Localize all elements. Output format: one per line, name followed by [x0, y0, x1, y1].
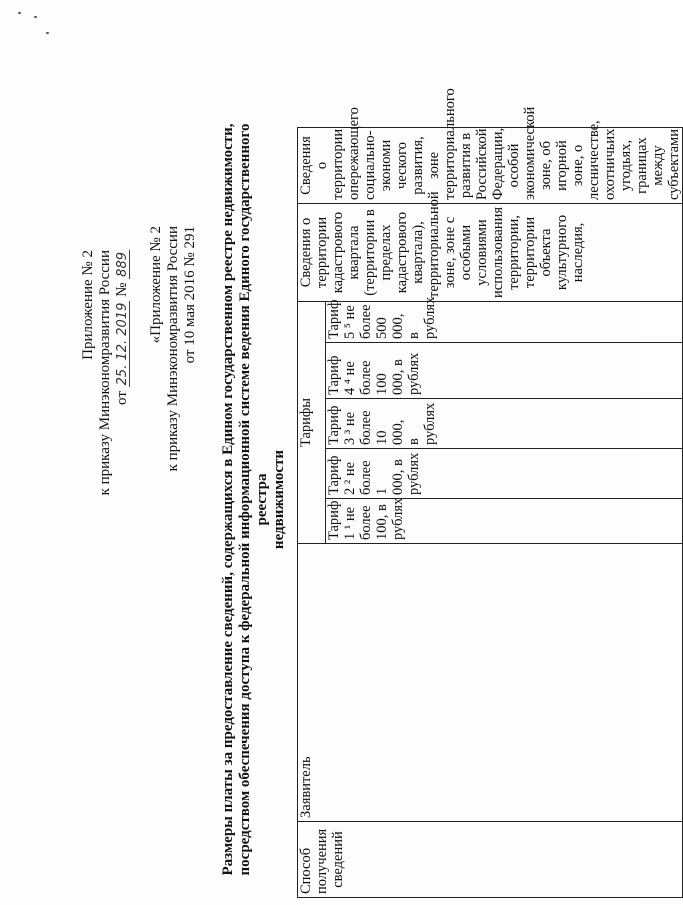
tariff-header-line: более 1 [358, 460, 391, 495]
tariff-3-header [326, 399, 683, 449]
tariff-header-line: 10 000, [374, 419, 407, 445]
info-zones-line: зоне, о лесничестве, [570, 120, 602, 200]
info-zones-line: Федерации, особой [490, 127, 522, 200]
info-zones-line: опережающего [346, 107, 362, 200]
info-cadastral-line: использования [490, 206, 506, 298]
info-cadastral-line: пределах [378, 224, 394, 281]
tariff-table [297, 88, 683, 898]
tariff-header-line: 1 ¹ не [342, 506, 359, 540]
tariff-header-line: Тариф [326, 500, 343, 540]
tariff-header-line: 5 ⁵ не [342, 305, 359, 339]
tariff-header-line: более [358, 304, 375, 339]
tariff-header-line: Тариф [326, 355, 343, 395]
info-zones-line: территории [330, 128, 346, 200]
tariff-header-line: Тариф [326, 299, 343, 339]
info-cadastral-line: территориальной [426, 191, 442, 298]
prev-date-line: от 10 мая 2016 № 291 [182, 226, 198, 364]
title-line: посредством обеспечения доступа к федеральной информационной системе ведения Единого государственного реестра [237, 123, 270, 876]
info-cadastral-line: (территории в [362, 209, 378, 296]
info-zones-line: развития в [458, 132, 474, 199]
info-zones-line: зоне, об игорной [538, 140, 570, 191]
tariff-header-line: 3 ³ не [342, 411, 359, 445]
info-cadastral-line: культурного [554, 214, 570, 291]
tariff-header-line: более [358, 410, 375, 445]
tariff-header-line: 100 [374, 373, 391, 395]
tariff-header-line: 4 ⁴ не [342, 361, 359, 395]
tariff-4-header [326, 343, 683, 399]
tariff-header-line: Тариф [326, 405, 343, 445]
info-cadastral-line: наследия, [570, 222, 586, 283]
order-line: к приказу Минэкономразвития России [97, 250, 113, 496]
header-applicant: Заявитель [298, 544, 683, 822]
header-info-zones [298, 88, 683, 204]
handwritten-number: 889 [115, 252, 130, 277]
info-zones-line: ческого развития, [394, 136, 426, 195]
appendix-header [80, 250, 131, 495]
tariff-header-line: рублях [390, 497, 407, 540]
date-prefix: от [114, 391, 130, 405]
number-sign: № [114, 282, 130, 297]
title-line: недвижимости [271, 449, 287, 550]
header-tariffs: Тарифы [298, 302, 326, 544]
tariff-5-header [326, 296, 683, 343]
tariff-header-line: 000, в [390, 459, 407, 495]
document-title [220, 102, 288, 897]
info-zones-line: социально-экономи [362, 130, 394, 200]
tariff-header-line: 2 ² не [342, 461, 359, 495]
tariff-header-line: рублях [406, 452, 423, 495]
tariff-2-header [326, 449, 683, 499]
handwritten-date: 25. 12. 2019 [115, 302, 130, 386]
info-zones-line: границах между [634, 137, 666, 194]
tariff-1-header [326, 499, 683, 544]
info-cadastral-line: квартала), [410, 221, 426, 284]
info-zones-line: экономической [522, 106, 538, 200]
tariff-header-line: 100, в [374, 504, 391, 540]
order-date-line [114, 250, 131, 495]
info-cadastral-line: территории, [506, 215, 522, 290]
info-zones-line: субъектами [666, 129, 682, 200]
info-cadastral-line: Сведения о [298, 217, 314, 288]
info-cadastral-line: объекта [538, 228, 554, 277]
info-zones-line: угодьях, [618, 139, 634, 192]
info-zones-line: Сведения о [298, 136, 330, 195]
info-cadastral-line: кадастрового [330, 211, 346, 294]
info-zones-line: зоне [426, 151, 442, 180]
previous-edition-header [148, 226, 199, 471]
tariff-header-line: Тариф [326, 455, 343, 495]
tariff-header-line: 000, в [390, 313, 423, 339]
header-method: Способ получения сведений [298, 822, 683, 898]
prev-order-line: к приказу Минэкономразвития России [165, 226, 181, 472]
tariff-header-line: более [358, 360, 375, 395]
info-zones-line: охотничьих [602, 128, 618, 200]
header-info-cadastral [298, 191, 683, 302]
info-cadastral-line: территории [522, 216, 538, 289]
info-zones-line: Российской [474, 128, 490, 200]
info-cadastral-line: особыми условиями [458, 219, 490, 286]
tariff-header-line: более [358, 505, 375, 540]
info-cadastral-line: территории [314, 216, 330, 289]
tariff-header-line: в [406, 438, 423, 445]
tariff-header-line: рублях [422, 296, 439, 339]
info-cadastral-line: кадастрового [394, 211, 410, 294]
prev-appendix-label: «Приложение № 2 [148, 226, 164, 344]
title-line: Размеры платы за предоставление сведений, содержащихся в Едином государственном реестре недвижимости, [220, 123, 236, 876]
info-cadastral-line: квартала [346, 225, 362, 280]
tariff-header-line: 500 [374, 317, 391, 339]
tariff-header-line: рублях [406, 352, 423, 395]
appendix-label: Приложение № 2 [80, 250, 96, 360]
info-zones-line: территориального [442, 88, 458, 200]
tariff-header-line: 000, в [390, 359, 407, 395]
info-cadastral-line: зоне, зоне с [442, 216, 458, 289]
tariff-header-line: рублях [422, 402, 439, 445]
